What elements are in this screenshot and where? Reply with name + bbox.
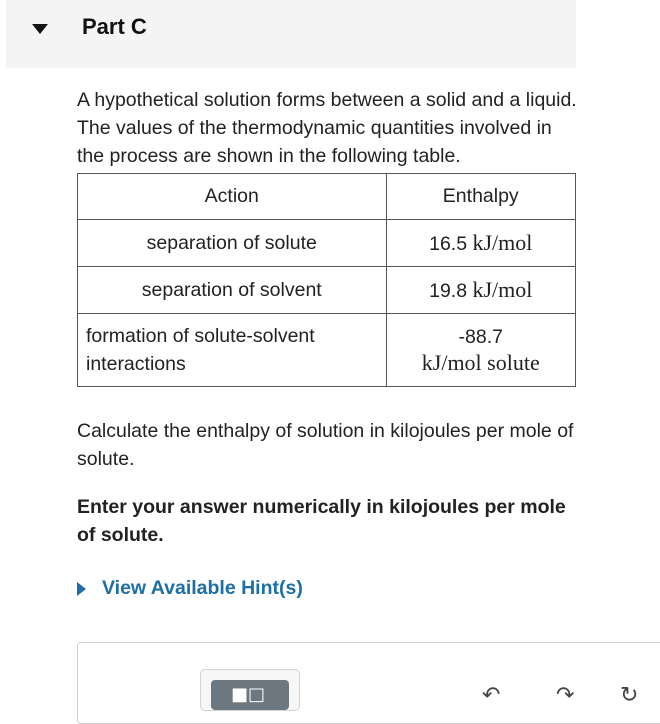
table-row (78, 267, 576, 314)
instruction-text: Enter your answer numerically in kilojoules per mole of solute. (77, 496, 566, 546)
action-cell: separation of solute (78, 220, 387, 267)
answer-panel (77, 642, 660, 724)
templates-button[interactable] (200, 669, 300, 711)
part-header[interactable] (6, 0, 576, 68)
thermodynamics-table (77, 173, 576, 387)
enthalpy-unit: kJ/mol solute (421, 350, 540, 375)
column-header-enthalpy: Enthalpy (386, 174, 576, 220)
template-icon[interactable]: ■□ (211, 680, 289, 710)
table-row (78, 220, 576, 267)
view-hints-label[interactable]: View Available Hint(s) (102, 577, 303, 599)
question-content (77, 86, 577, 600)
action-cell: separation of solvent (78, 267, 387, 314)
question-text: Calculate the enthalpy of solution in kilojoules per mole of solute. (77, 420, 574, 470)
enthalpy-cell (386, 314, 576, 387)
enthalpy-value: 19.8 (429, 280, 468, 302)
enthalpy-cell (386, 220, 576, 267)
view-hints-link[interactable] (77, 577, 577, 600)
enthalpy-unit: kJ/mol (472, 230, 533, 255)
column-header-action: Action (78, 174, 387, 220)
expand-arrow-icon[interactable] (77, 582, 86, 596)
undo-icon[interactable]: ↶ (482, 683, 501, 708)
table-row (78, 314, 576, 387)
part-title: Part C (82, 14, 147, 39)
enthalpy-unit: kJ/mol (472, 277, 533, 302)
redo-icon[interactable]: ↷ (556, 683, 575, 708)
enthalpy-value: -88.7 (458, 326, 503, 348)
intro-text: A hypothetical solution forms between a solid and a liquid. The values of the thermodynamic quantities involved in the process are shown in the following table. (77, 89, 577, 167)
collapse-caret-icon[interactable] (32, 24, 48, 34)
action-cell: formation of solute-solvent interactions (78, 314, 387, 387)
table-header-row (78, 174, 576, 220)
reset-icon[interactable]: ↻ (620, 683, 639, 708)
enthalpy-cell (386, 267, 576, 314)
enthalpy-value: 16.5 (429, 233, 468, 255)
